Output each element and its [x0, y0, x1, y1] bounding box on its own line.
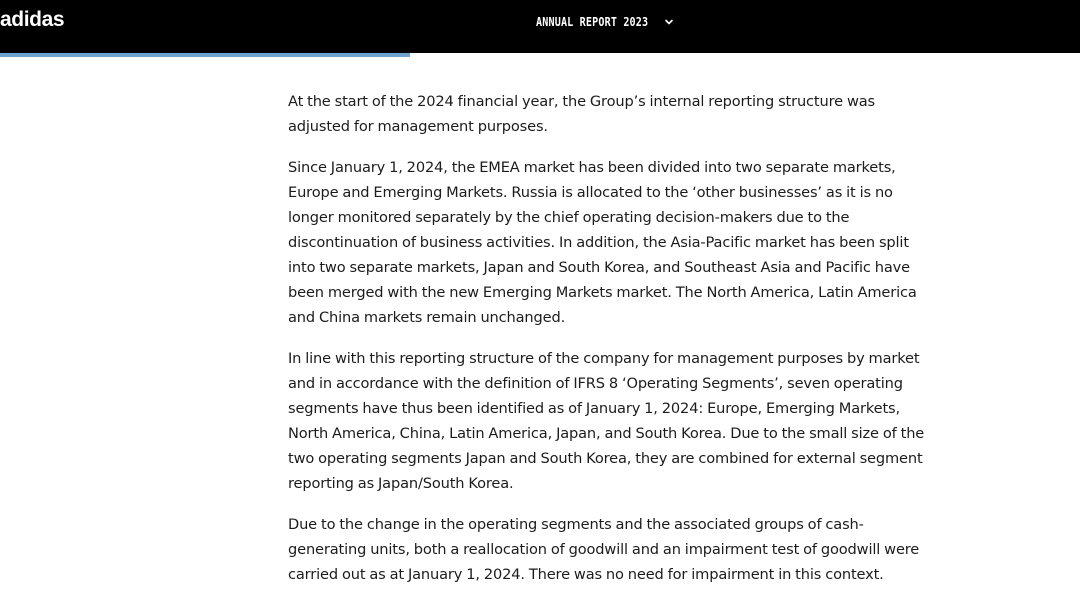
reading-progress-fill	[0, 53, 410, 57]
annual-report-menu[interactable]	[536, 14, 674, 30]
adidas-logo[interactable]: adidas	[0, 8, 65, 31]
chevron-down-icon	[664, 17, 674, 27]
article-paragraph: Due to the change in the operating segments and the associated groups of cash-generating units, both a reallocation of goodwill and an impairment test of goodwill were carried out as at January 1, 2024. There was no need for impairment in this context.	[288, 516, 920, 583]
reading-progress-bar	[0, 53, 1080, 57]
site-header	[0, 0, 1080, 53]
report-article	[288, 89, 928, 603]
article-paragraph: At the start of the 2024 financial year, the Group’s internal reporting structure was adjusted for management purposes.	[288, 93, 875, 135]
annual-report-menu-label: ANNUAL REPORT 2023	[536, 15, 649, 29]
article-paragraph: In line with this reporting structure of the company for management purposes by market and in accordance with the definition of IFRS 8 ‘Operating Segments’, seven operating segments have thus been identified as of January 1, 2024: Europe, Emerging Markets, North America, China, Latin America, Japan, and South Korea. Due to the small size of the two operating segments Japan and South Korea, they are combined for external segment reporting as Japan/South Korea.	[288, 350, 925, 492]
article-paragraph: Since January 1, 2024, the EMEA market has been divided into two separate markets, Europe and Emerging Markets. Russia is allocated to the ‘other businesses’ as it is no longer monitored separately by the chief operating decision-makers due to the discontinuation of business activities. In addition, the Asia-Pacific market has been split into two separate markets, Japan and South Korea, and Southeast Asia and Pacific have been merged with the new Emerging Markets market. The North America, Latin America and China markets remain unchanged.	[288, 159, 917, 326]
